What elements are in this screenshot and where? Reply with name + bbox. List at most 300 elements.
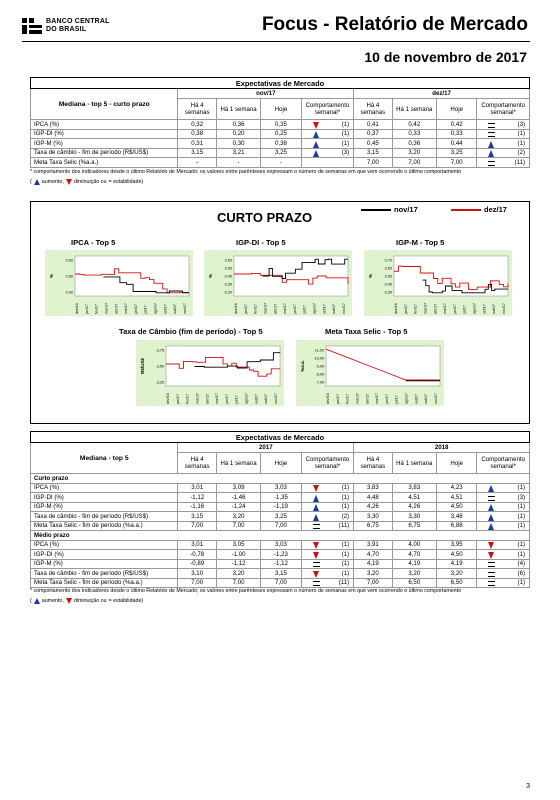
mini-chart <box>364 250 512 316</box>
equal-icon <box>488 572 495 577</box>
trend-cell: (1) <box>301 139 354 149</box>
x-tick-label: fev/17 <box>413 304 418 314</box>
trend-cell: (11) <box>301 578 354 588</box>
value-cell: -1,16 <box>178 502 216 512</box>
value-cell: 3,01 <box>178 540 216 550</box>
trend-cell: (1) <box>477 129 530 139</box>
value-cell: 0,42 <box>392 120 436 130</box>
x-tick-label: jun/17 <box>133 304 138 314</box>
y-axis-label: % <box>208 273 213 279</box>
y-tick-label: 9,00 <box>316 364 324 369</box>
col-today: Hoje <box>437 453 477 474</box>
value-cell: 0,42 <box>437 120 477 130</box>
y-tick-label: 0,60 <box>65 258 73 263</box>
value-cell: 4,19 <box>354 559 392 569</box>
value-cell: 0,25 <box>261 129 301 139</box>
value-cell: 3,10 <box>178 569 216 579</box>
table-row <box>31 120 530 130</box>
y-tick-label: 0,20 <box>224 290 232 295</box>
x-tick-label: nov/17 <box>502 303 506 314</box>
x-tick-label: dez/16 <box>394 303 398 314</box>
value-cell: 4,19 <box>437 559 477 569</box>
col-4w: Há 4 semanas <box>178 453 216 474</box>
legend-dez-label: dez/17 <box>484 205 507 214</box>
y-tick-label: 0,50 <box>65 274 73 279</box>
value-cell: -1,00 <box>216 550 260 560</box>
trend-cell: (1) <box>477 521 530 531</box>
x-tick-label: dez/16 <box>234 303 238 314</box>
footnote: * comportamento dos indicadores desde o último Relatório de Mercado; os valores entre parênteses expressam o número de semanas em que vem ocorrendo o último comportamento <box>30 169 462 175</box>
table-row <box>31 559 530 569</box>
value-cell: 7,00 <box>261 521 301 531</box>
col-today: Hoje <box>261 453 301 474</box>
chart-title: IPCA - Top 5 <box>71 238 116 247</box>
value-cell: 4,26 <box>392 502 436 512</box>
value-cell: 0,44 <box>437 139 477 149</box>
equal-icon <box>488 123 495 128</box>
trend-cell: (1) <box>301 483 354 493</box>
legend-down: diminuição ou <box>73 179 107 185</box>
legend-open: ( <box>30 598 32 604</box>
table-row <box>31 569 530 579</box>
equal-icon <box>313 562 320 567</box>
y-tick-label: 0,40 <box>65 290 73 295</box>
x-tick-label: out/17 <box>264 394 269 404</box>
value-cell: 3,25 <box>437 148 477 158</box>
y-tick-label: 3,25 <box>156 380 164 385</box>
trend-cell: (1) <box>477 578 530 588</box>
indicator-label: IGP-M (%) <box>31 559 178 569</box>
table-row <box>31 502 530 512</box>
y-tick-label: 0,40 <box>224 274 232 279</box>
value-cell: 3,05 <box>216 540 260 550</box>
indicator-label: IGP-M (%) <box>31 139 178 149</box>
chart-title: Meta Taxa Selic - Top 5 <box>325 327 408 336</box>
trend-cell: (1) <box>477 483 530 493</box>
x-tick-label: out/17 <box>424 394 429 404</box>
legend-rest: = estabilidade) <box>108 598 144 604</box>
value-cell: 3,83 <box>392 483 436 493</box>
up-arrow-icon <box>313 131 319 138</box>
section-medium-term: Médio prazo <box>31 531 530 541</box>
trend-cell: (2) <box>477 148 530 158</box>
y-tick-label: 0,70 <box>384 258 392 263</box>
x-tick-label: mar/17 <box>355 392 360 404</box>
down-arrow-icon <box>488 552 494 559</box>
col-cmp: Comportamento semanal* <box>477 99 530 120</box>
logo-line2: DO BRASIL <box>46 26 87 33</box>
value-cell: 0,45 <box>354 139 392 149</box>
x-tick-label: fev/17 <box>253 304 258 314</box>
indicator-label: Taxa de câmbio - fim de período (R$/US$) <box>31 512 178 522</box>
value-cell: 4,00 <box>392 540 436 550</box>
table-row <box>31 540 530 550</box>
x-tick-label: abr/17 <box>273 303 278 314</box>
chart-title: IGP-DI - Top 5 <box>236 238 286 247</box>
table-row <box>31 148 530 158</box>
trend-cell: (1) <box>301 129 354 139</box>
trend-cell: (3) <box>301 148 354 158</box>
x-tick-label: jan/17 <box>403 304 408 314</box>
up-arrow-icon <box>313 504 319 511</box>
trend-cell: (1) <box>301 502 354 512</box>
value-cell: 4,26 <box>354 502 392 512</box>
value-cell: 7,00 <box>354 158 392 168</box>
trend-cell <box>301 158 354 168</box>
trend-cell: (3) <box>477 120 530 130</box>
logo-line1: BANCO CENTRAL <box>46 18 110 25</box>
up-arrow-icon <box>313 150 319 157</box>
x-tick-label: ago/17 <box>244 393 249 404</box>
y-tick-label: 0,50 <box>224 266 232 271</box>
mini-chart <box>296 340 444 406</box>
x-tick-label: mai/17 <box>283 303 288 314</box>
legend-dez <box>451 205 507 214</box>
value-cell: 0,32 <box>178 120 216 130</box>
y-tick-label: 10,00 <box>314 356 324 361</box>
value-cell: 0,38 <box>261 139 301 149</box>
equal-icon <box>488 161 495 166</box>
short-term-charts <box>30 201 530 424</box>
value-cell: 3,30 <box>354 512 392 522</box>
up-arrow-icon <box>488 504 494 511</box>
x-tick-label: mai/17 <box>375 393 380 404</box>
x-tick-label: out/17 <box>173 304 178 314</box>
x-tick-label: set/17 <box>322 304 327 314</box>
x-tick-label: set/17 <box>482 304 487 314</box>
trend-cell: (1) <box>477 502 530 512</box>
table-row <box>31 521 530 531</box>
value-cell: 0,36 <box>216 120 260 130</box>
indicator-label: Meta Taxa Selic - fim de período (%a.a.) <box>31 521 178 531</box>
trend-cell: (1) <box>301 550 354 560</box>
x-tick-label: ago/17 <box>472 303 477 314</box>
value-cell: 0,33 <box>392 129 436 139</box>
value-cell: 0,33 <box>437 129 477 139</box>
x-tick-label: abr/17 <box>114 303 119 314</box>
value-cell: - <box>216 158 260 168</box>
col-today: Hoje <box>261 99 301 120</box>
report-date: 10 de novembro de 2017 <box>364 49 527 65</box>
table-row <box>31 578 530 588</box>
x-tick-label: ago/17 <box>312 303 317 314</box>
value-cell: -1,23 <box>261 550 301 560</box>
value-cell: 3,03 <box>261 540 301 550</box>
plot-area <box>234 256 348 296</box>
x-tick-label: abr/17 <box>365 393 370 404</box>
legend-down: diminuição ou <box>73 598 107 604</box>
value-cell: 3,20 <box>437 569 477 579</box>
legend-up: aumento, <box>41 179 64 185</box>
col-cmp: Comportamento semanal* <box>301 453 354 474</box>
trend-cell: (1) <box>301 559 354 569</box>
value-cell: 0,38 <box>178 129 216 139</box>
value-cell: 3,21 <box>216 148 260 158</box>
value-cell: 6,50 <box>437 578 477 588</box>
indicator-label: IGP-M (%) <box>31 502 178 512</box>
value-cell: 0,35 <box>261 120 301 130</box>
value-cell: 3,01 <box>178 483 216 493</box>
down-arrow-icon <box>488 542 494 549</box>
x-tick-label: mar/17 <box>423 302 428 314</box>
value-cell: 4,51 <box>437 493 477 503</box>
col-1w: Há 1 semana <box>216 453 260 474</box>
y-tick-label: 8,00 <box>316 372 324 377</box>
value-cell: 3,09 <box>216 483 260 493</box>
year-2-header: 2018 <box>354 443 530 453</box>
trend-cell: (4) <box>477 559 530 569</box>
value-cell: 7,00 <box>437 158 477 168</box>
indicator-label: IGP-DI (%) <box>31 129 178 139</box>
value-cell: -0,89 <box>178 559 216 569</box>
x-tick-label: mar/17 <box>104 302 109 314</box>
chart-title: Taxa de Câmbio (fim de período) - Top 5 <box>119 327 263 336</box>
value-cell: 6,75 <box>392 521 436 531</box>
y-tick-label: 3,50 <box>156 364 164 369</box>
y-axis-label: % <box>368 273 373 279</box>
down-arrow-icon <box>313 542 319 549</box>
table-row <box>31 158 530 168</box>
up-arrow-icon <box>488 514 494 521</box>
x-tick-label: set/17 <box>254 394 259 404</box>
x-tick-label: jan/17 <box>84 304 89 314</box>
value-cell: 3,15 <box>178 148 216 158</box>
legend-nov <box>361 205 418 214</box>
trend-cell: (1) <box>301 493 354 503</box>
x-tick-label: dez/16 <box>75 303 79 314</box>
trend-cell: (1) <box>477 540 530 550</box>
expectations-table-annual <box>30 431 530 588</box>
y-axis-label: R$/US$ <box>140 358 145 374</box>
up-arrow-icon <box>34 179 40 185</box>
value-cell: 4,50 <box>437 550 477 560</box>
footnote: * comportamento dos indicadores desde o último Relatório de Mercado; os valores entre parênteses expressam o número de semanas em que vem ocorrendo o último comportamento <box>30 588 462 594</box>
x-tick-label: abr/17 <box>433 303 438 314</box>
value-cell: 4,70 <box>354 550 392 560</box>
trend-cell: (2) <box>301 512 354 522</box>
y-tick-label: 0,60 <box>384 266 392 271</box>
value-cell: 3,03 <box>261 483 301 493</box>
mini-chart <box>136 340 284 406</box>
x-tick-label: dez/16 <box>166 393 170 404</box>
indicator-label: IPCA (%) <box>31 483 178 493</box>
x-tick-label: out/17 <box>492 304 497 314</box>
x-tick-label: fev/17 <box>94 304 99 314</box>
indicator-label: Meta Taxa Selic (%a.a.) <box>31 158 178 168</box>
up-arrow-icon <box>488 485 494 492</box>
down-arrow-icon <box>313 122 319 129</box>
trend-cell: (1) <box>301 569 354 579</box>
year-1-header: 2017 <box>178 443 354 453</box>
value-cell: 3,15 <box>261 569 301 579</box>
col-today: Hoje <box>437 99 477 120</box>
value-cell: 4,23 <box>437 483 477 493</box>
indicator-label: IPCA (%) <box>31 540 178 550</box>
x-tick-label: abr/17 <box>205 393 210 404</box>
trend-cell: (1) <box>477 139 530 149</box>
value-cell: 3,20 <box>354 569 392 579</box>
value-cell: 6,88 <box>437 521 477 531</box>
value-cell: -1,46 <box>216 493 260 503</box>
legend-up: aumento, <box>41 598 64 604</box>
value-cell: 4,19 <box>392 559 436 569</box>
value-cell: -1,12 <box>216 559 260 569</box>
mini-chart <box>45 250 193 316</box>
indicator-label: IGP-DI (%) <box>31 493 178 503</box>
down-arrow-icon <box>313 571 319 578</box>
x-tick-label: nov/17 <box>274 393 278 404</box>
value-cell: 3,15 <box>178 512 216 522</box>
legend-rest: = estabilidade) <box>108 179 144 185</box>
indicator-label: Meta Taxa Selic - fim de período (%a.a.) <box>31 578 178 588</box>
value-cell: -1,35 <box>261 493 301 503</box>
up-arrow-icon <box>313 514 319 521</box>
down-arrow-icon <box>313 485 319 492</box>
col-cmp: Comportamento semanal* <box>301 99 354 120</box>
x-tick-label: ago/17 <box>404 393 409 404</box>
page-number: 3 <box>526 783 530 790</box>
table-row <box>31 550 530 560</box>
value-cell: 7,00 <box>216 578 260 588</box>
row-header: Mediana - top 5 <box>31 443 178 474</box>
col-4w: Há 4 semanas <box>178 99 216 120</box>
x-tick-label: mai/17 <box>443 303 448 314</box>
x-tick-label: nov/17 <box>183 303 187 314</box>
value-cell: 3,20 <box>392 569 436 579</box>
x-tick-label: fev/17 <box>345 394 350 404</box>
value-cell: 0,36 <box>392 139 436 149</box>
x-tick-label: jun/17 <box>224 394 229 404</box>
trend-cell: (11) <box>477 158 530 168</box>
down-arrow-icon <box>313 552 319 559</box>
period-1-header: nov/17 <box>178 89 354 99</box>
y-tick-label: 3,75 <box>156 348 164 353</box>
equal-icon <box>488 581 495 586</box>
y-tick-label: 11,00 <box>314 348 324 353</box>
down-arrow-icon <box>66 598 72 604</box>
x-tick-label: mar/17 <box>263 302 268 314</box>
down-arrow-icon <box>66 179 72 185</box>
x-tick-label: set/17 <box>163 304 168 314</box>
value-cell: 7,00 <box>178 521 216 531</box>
value-cell: 3,20 <box>392 148 436 158</box>
x-tick-label: mai/17 <box>124 303 129 314</box>
value-cell: 4,50 <box>437 502 477 512</box>
col-4w: Há 4 semanas <box>354 453 392 474</box>
y-axis-label: %a.a. <box>300 360 305 372</box>
value-cell: 7,00 <box>261 578 301 588</box>
x-tick-label: out/17 <box>332 304 337 314</box>
y-tick-label: 0,30 <box>224 282 232 287</box>
value-cell: -1,24 <box>216 502 260 512</box>
y-tick-label: 0,40 <box>384 282 392 287</box>
value-cell: 3,83 <box>354 483 392 493</box>
x-tick-label: jul/17 <box>234 395 239 404</box>
x-tick-label: jun/17 <box>292 304 297 314</box>
col-1w: Há 1 semana <box>392 453 436 474</box>
bcb-logo-icon <box>22 18 42 34</box>
value-cell: 4,70 <box>392 550 436 560</box>
x-tick-label: jul/17 <box>462 305 467 314</box>
value-cell: 3,25 <box>261 512 301 522</box>
x-tick-label: dez/16 <box>326 393 330 404</box>
equal-icon <box>313 524 320 529</box>
table-row <box>31 512 530 522</box>
plot-area <box>394 256 508 296</box>
legend-open: ( <box>30 179 32 185</box>
indicator-label: IGP-DI (%) <box>31 550 178 560</box>
up-arrow-icon <box>488 141 494 148</box>
trend-cell: (1) <box>301 540 354 550</box>
value-cell: 6,75 <box>354 521 392 531</box>
x-tick-label: fev/17 <box>185 394 190 404</box>
value-cell: 3,48 <box>437 512 477 522</box>
value-cell: -1,12 <box>261 559 301 569</box>
value-cell: - <box>178 158 216 168</box>
legend-nov-label: nov/17 <box>394 205 418 214</box>
x-tick-label: jul/17 <box>143 305 148 314</box>
value-cell: 3,15 <box>354 148 392 158</box>
value-cell: 3,95 <box>437 540 477 550</box>
value-cell: -1,12 <box>178 493 216 503</box>
trend-cell: (1) <box>301 120 354 130</box>
mini-chart <box>204 250 352 316</box>
value-cell: 7,00 <box>392 158 436 168</box>
x-tick-label: jan/17 <box>175 394 180 404</box>
up-arrow-icon <box>488 150 494 157</box>
col-1w: Há 1 semana <box>392 99 436 120</box>
col-1w: Há 1 semana <box>216 99 260 120</box>
up-arrow-icon <box>313 141 319 148</box>
legend-note <box>30 598 143 604</box>
value-cell: 4,51 <box>392 493 436 503</box>
x-tick-label: mai/17 <box>215 393 220 404</box>
table-row <box>31 493 530 503</box>
x-tick-label: ago/17 <box>153 303 158 314</box>
chart-title: IGP-M - Top 5 <box>396 238 445 247</box>
equal-icon <box>488 562 495 567</box>
value-cell: 0,41 <box>354 120 392 130</box>
value-cell: 3,20 <box>216 512 260 522</box>
indicator-label: Taxa de câmbio - fim de período (R$/US$) <box>31 148 178 158</box>
section-short-term: Curto prazo <box>31 474 530 484</box>
x-tick-label: mar/17 <box>195 392 200 404</box>
table-title: Expectativas de Mercado <box>31 432 530 443</box>
table-row <box>31 139 530 149</box>
value-cell: 6,50 <box>392 578 436 588</box>
indicator-label: Taxa de câmbio - fim de período (R$/US$) <box>31 569 178 579</box>
value-cell: 4,48 <box>354 493 392 503</box>
value-cell: 0,20 <box>216 129 260 139</box>
x-tick-label: jun/17 <box>452 304 457 314</box>
y-tick-label: 7,00 <box>316 380 324 385</box>
col-4w: Há 4 semanas <box>354 99 392 120</box>
expectations-table-short-term <box>30 77 530 168</box>
value-cell: 0,37 <box>354 129 392 139</box>
value-cell: - <box>261 158 301 168</box>
up-arrow-icon <box>488 523 494 530</box>
y-tick-label: 0,50 <box>384 274 392 279</box>
plot-area <box>75 256 189 296</box>
period-2-header: dez/17 <box>354 89 530 99</box>
value-cell: 3,91 <box>354 540 392 550</box>
value-cell: -1,19 <box>261 502 301 512</box>
equal-icon <box>313 581 320 586</box>
x-tick-label: jan/17 <box>335 394 340 404</box>
trend-cell: (11) <box>301 521 354 531</box>
document-title: Focus - Relatório de Mercado <box>261 14 528 35</box>
value-cell: 0,31 <box>178 139 216 149</box>
